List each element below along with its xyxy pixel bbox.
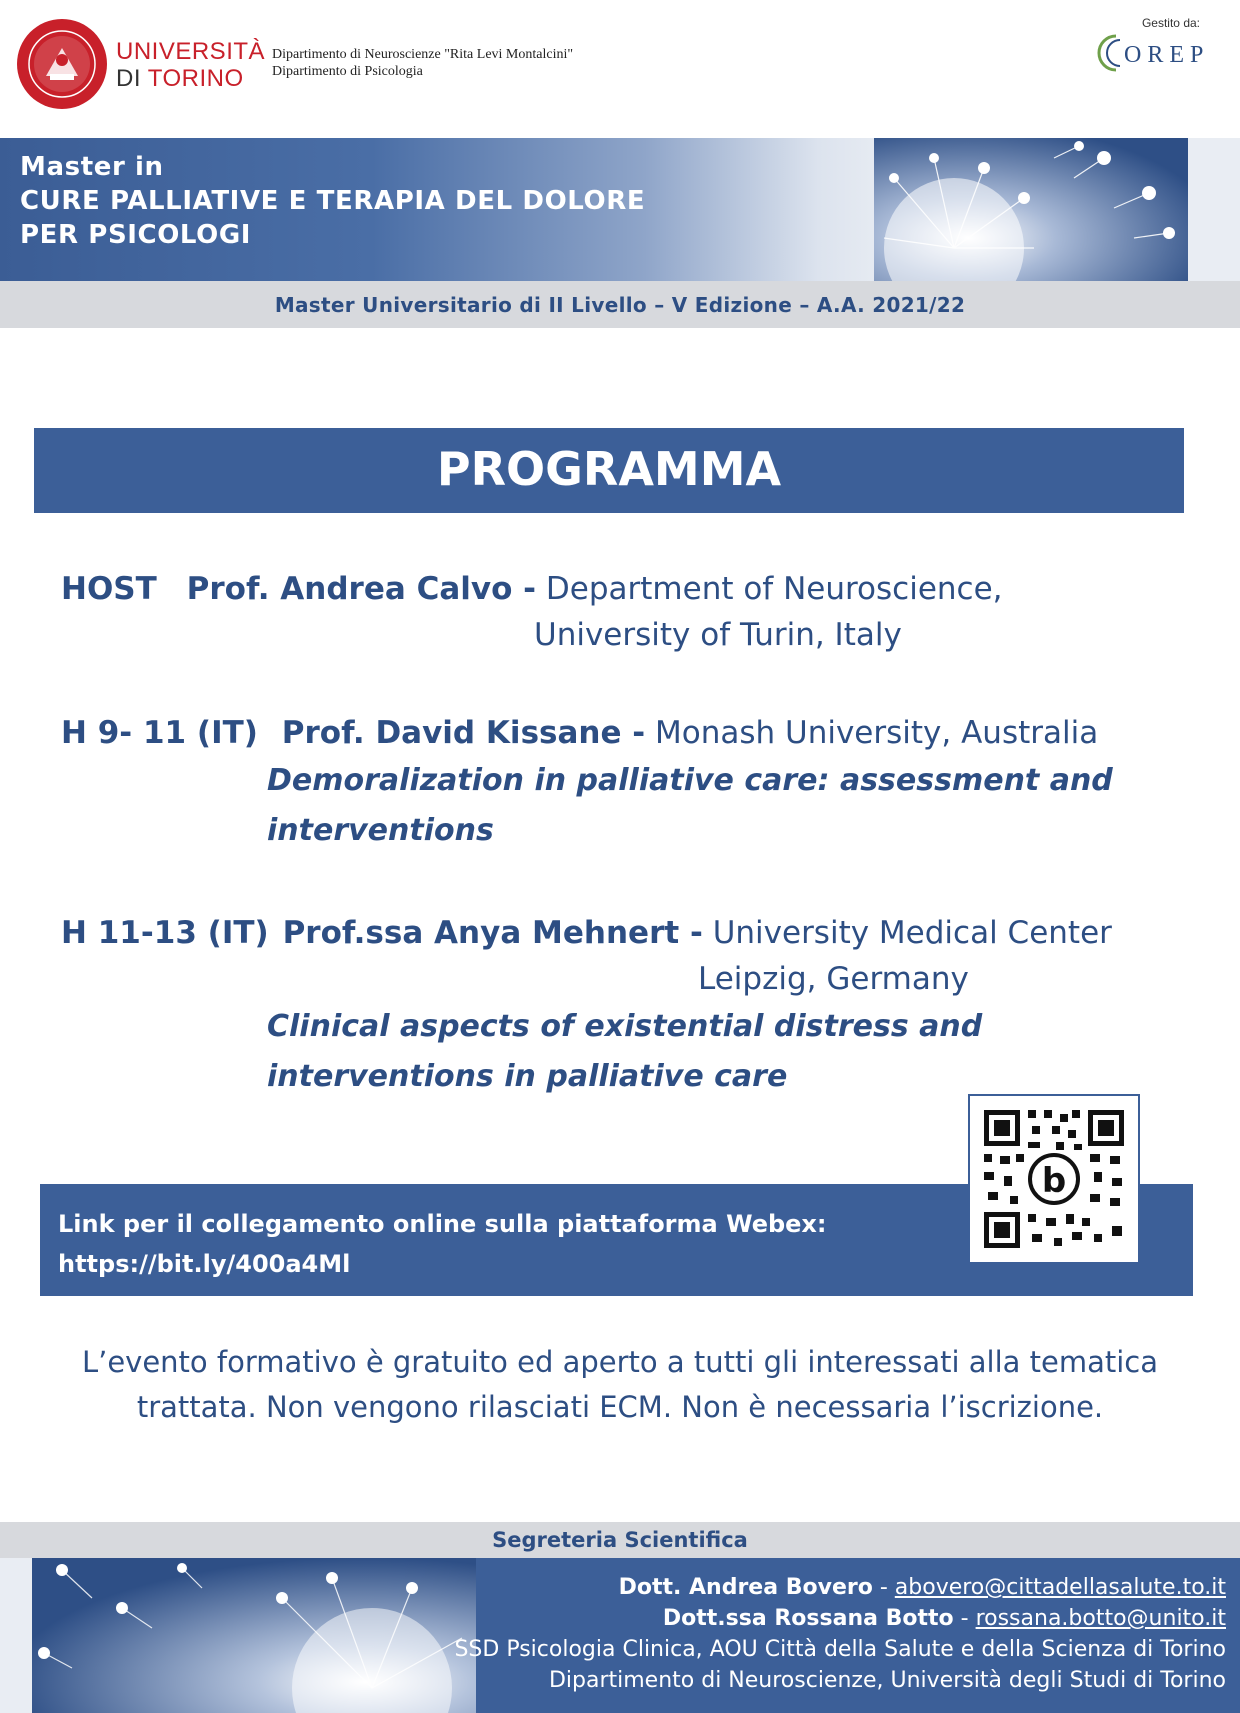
corep-logo-text: OREP <box>1124 42 1210 68</box>
webex-link-url[interactable]: https://bit.ly/400a4Ml <box>58 1250 351 1278</box>
talk-2-affiliation: University Medical Center <box>702 915 1112 951</box>
university-seal-logo <box>16 18 108 110</box>
talk-2-title-line2: interventions in palliative care <box>267 1059 788 1094</box>
contact-2-email[interactable]: rossana.botto@unito.it <box>975 1606 1226 1631</box>
host-name: Prof. Andrea Calvo - <box>186 571 537 607</box>
departments: Dipartimento di Neuroscienze "Rita Levi Montalcini" Dipartimento di Psicologia <box>272 47 574 79</box>
qr-code[interactable] <box>968 1094 1140 1264</box>
banner-title: Master in CURE PALLIATIVE E TERAPIA DEL DOLORE PER PSICOLOGI <box>20 152 646 250</box>
host-line: HOST Prof. Andrea Calvo - Department of Neuroscience, <box>61 571 1003 607</box>
svg-text:b: b <box>1041 1161 1067 1201</box>
talk-1-affiliation: Monash University, Australia <box>645 715 1099 751</box>
master-edition-text: Master Universitario di II Livello – V Edizione – A.A. 2021/22 <box>274 293 966 317</box>
talk-2-title-line1: Clinical aspects of existential distress and <box>267 1009 983 1044</box>
footer-dandelion-photo <box>32 1558 476 1713</box>
footer-contacts <box>454 1572 1226 1696</box>
talk-1-title-line2: interventions <box>267 813 494 848</box>
talk-1-title-line1: Demoralization in palliative care: assessment and <box>267 763 1113 798</box>
host-affiliation-line2: University of Turin, Italy <box>534 617 902 653</box>
programma-title: PROGRAMMA <box>436 442 782 496</box>
programma-header <box>34 428 1184 513</box>
footer-org-1: SSD Psicologia Clinica, AOU Città della Salute e della Scienza di Torino <box>454 1637 1226 1662</box>
talk-2-time: H 11-13 (IT) <box>61 915 269 951</box>
footer-heading: Segreteria Scientifica <box>492 1528 748 1552</box>
dandelion-photo <box>874 138 1188 281</box>
talk-1-line <box>61 714 1098 752</box>
contact-2: Dott.ssa Rossana Botto - rossana.botto@unito.it <box>662 1606 1226 1631</box>
talk-1-speaker: Prof. David Kissane - <box>281 715 646 751</box>
talk-2-line <box>61 914 1112 952</box>
contact-1-email[interactable]: abovero@cittadellasalute.to.it <box>894 1575 1226 1600</box>
footer-org-2: Dipartimento di Neuroscienze, Università degli Studi di Torino <box>548 1668 1226 1693</box>
footer <box>0 1558 1240 1713</box>
footer-heading-bar <box>0 1522 1240 1558</box>
master-banner <box>0 138 1240 281</box>
contact-1: Dott. Andrea Bovero - abovero@cittadellasalute.to.it <box>618 1575 1226 1600</box>
webex-link-text <box>58 1204 827 1284</box>
master-edition-bar <box>0 281 1240 328</box>
footer-left-strip <box>0 1558 32 1713</box>
host-affiliation: Department of Neuroscience, <box>536 571 1003 607</box>
corep-logo <box>1094 30 1220 76</box>
event-note: L’evento formativo è gratuito ed aperto a tutti gli interessati alla tematica trattata. Non vengono rilasciati ECM. Non è necessaria l’iscrizione. <box>81 1345 1159 1424</box>
talk-2-speaker: Prof.ssa Anya Mehnert - <box>282 915 703 951</box>
university-name: UNIVERSITÀ DI TORINO <box>116 38 266 92</box>
managed-by-label: Gestito da: <box>1141 16 1200 30</box>
talk-1-time: H 9- 11 (IT) <box>61 715 258 751</box>
webex-link-label: Link per il collegamento online sulla piattaforma Webex: <box>58 1210 827 1238</box>
qr-code-icon <box>970 1096 1138 1262</box>
talk-2-affiliation-line2: Leipzig, Germany <box>698 961 969 997</box>
